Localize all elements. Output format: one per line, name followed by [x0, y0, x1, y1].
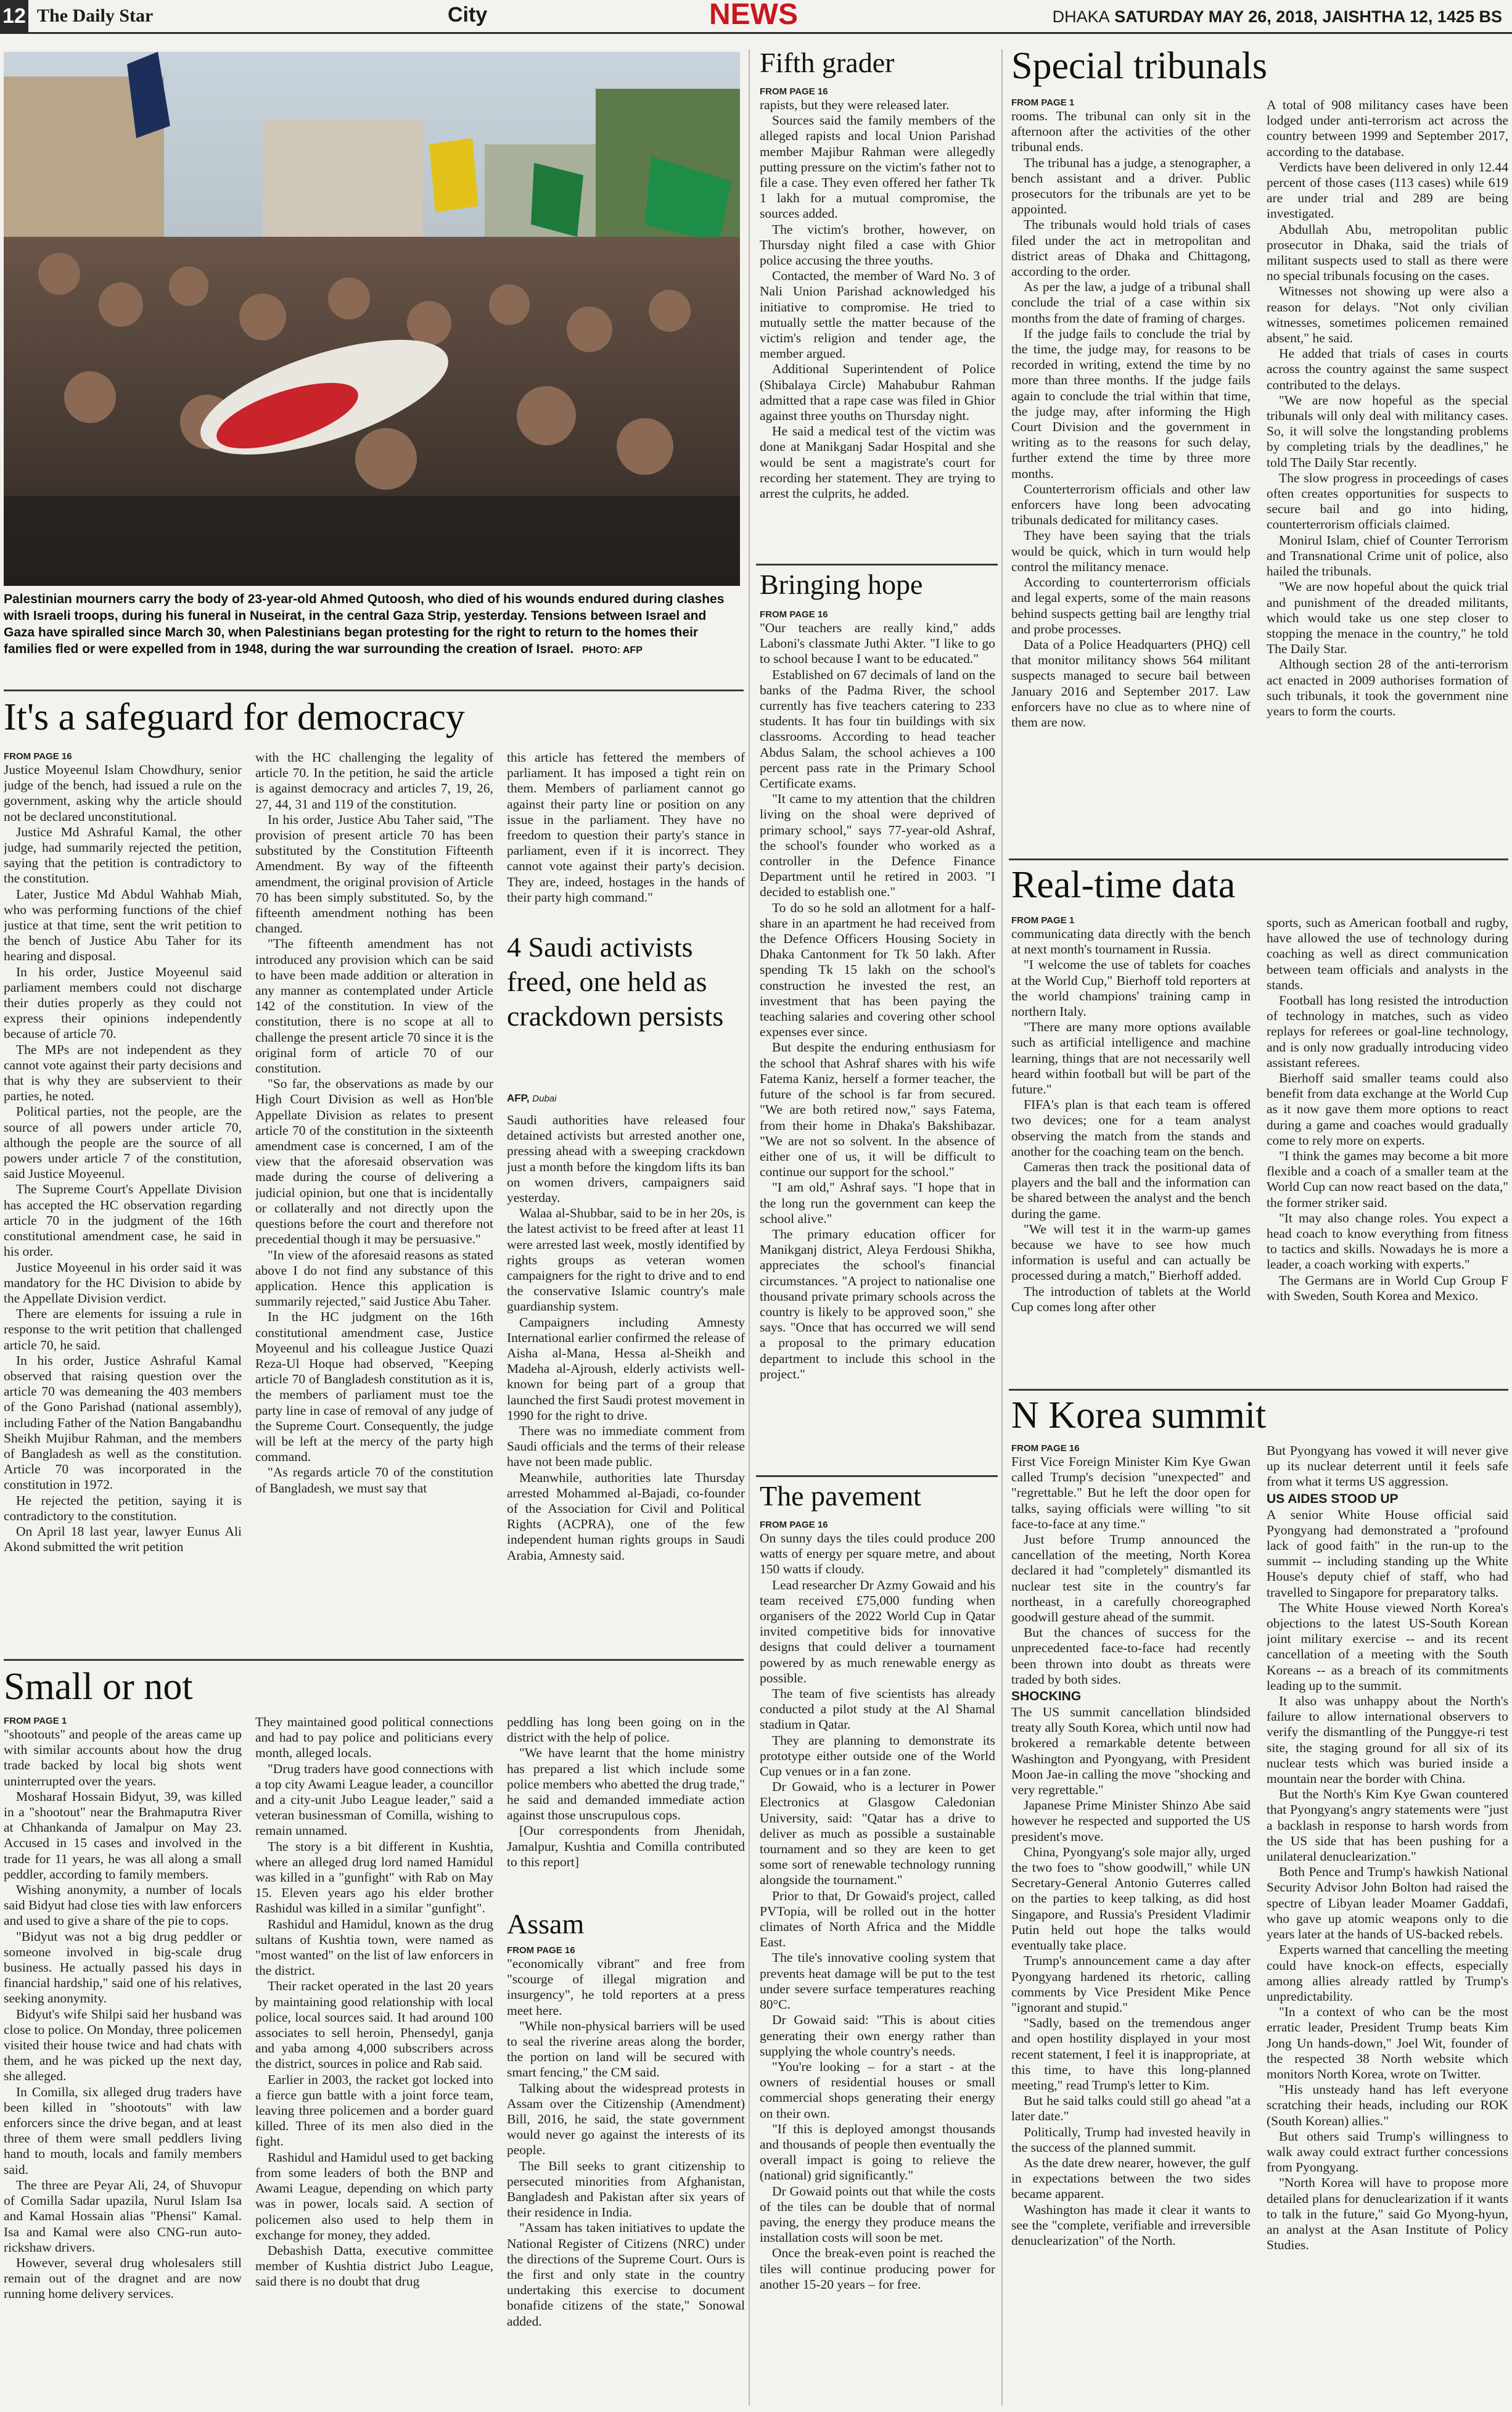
- paragraph: Politically, Trump had invested heavily in the success of the planned summit.: [1011, 2124, 1251, 2155]
- paragraph: Justice Md Ashraful Kamal, the other judge, had summarily rejected the petition, saying that the petition is contradictory to the constitution.: [4, 824, 242, 886]
- paragraph: But the North's Kim Kye Gwan countered that Pyongyang's angry statements were "just a backlash in response to harsh words from the US side that has been pushing for a unilateral denuclearization.": [1267, 1787, 1508, 1864]
- paragraph: Additional Superintendent of Police (Shibalaya Circle) Mahabubur Rahman admitted that a rape case was filed in Ghior against three youths on Thursday night.: [760, 361, 995, 424]
- paragraph: Monirul Islam, chief of Counter Terrorism and Transnational Crime unit of police, also hailed the tribunals.: [1267, 532, 1508, 579]
- realtime-col1-text: [1011, 926, 1251, 1315]
- small-col2-text: [255, 1714, 493, 2290]
- column-rule: [749, 49, 750, 2405]
- paragraph: "His unsteady hand has left everyone scratching their heads, including our ROK (South Korean) allies.": [1267, 2082, 1508, 2128]
- realtime-column-2: [1267, 915, 1508, 1384]
- paragraph: The slow progress in proceedings of cases often creates opportunities for suspects to secure bail and go into hiding, counterterrorism officials claimed.: [1267, 470, 1508, 532]
- paragraph: Sources said the family members of the alleged rapists and local Union Parishad member Majibur Rahman were allegedly putting pressure on the victim's father not to file a case. They even offered her father Tk 1 lakh for a mutual compromise, the sources added.: [760, 113, 995, 221]
- section-rule: [1009, 858, 1508, 860]
- fifth-text: [760, 97, 995, 501]
- paragraph: Campaigners including Amnesty International earlier confirmed the release of Aisha al-Mana, Hessa al-Sheikh and Madeha al-Ajroush, elderly activists well-known for being part of a group that launched the first Saudi protest movement in 1990 for the right to drive.: [507, 1314, 745, 1423]
- small-col3-text: [507, 1714, 745, 1870]
- paragraph: The tribunals would hold trials of cases filed under the act in metropolitan and district areas of Dhaka and Chittagong, according to the order.: [1011, 217, 1251, 279]
- paragraph: Although section 28 of the anti-terrorism act enacted in 2009 authorises formation of such tribunals, it took the government nine years to form the courts.: [1267, 657, 1508, 718]
- paragraph: Their racket operated in the last 20 years by maintaining good relationship with local police, local sources said. It had around 100 associates to sell heroin, Phensedyl, ganja and yaba among 4,000 subscribers across the district, sources in police and Rab said.: [255, 1978, 493, 2072]
- paragraph: But others said Trump's willingness to walk away could extract further concessions from Pyongyang.: [1267, 2128, 1508, 2175]
- paragraph: But Pyongyang has vowed it will never give up its nuclear deterrent until it feels safe from what it terms US aggression.: [1267, 1443, 1508, 1489]
- democracy-column-1: [4, 762, 242, 1652]
- paragraph: They maintained good political connections and had to pay police and politicians every month, alleged locals.: [255, 1714, 493, 1761]
- democracy-from: FROM PAGE 16: [4, 751, 72, 762]
- paragraph: In his order, Justice Abu Taher said, "The provision of present article 70 has been substituted by the Constitution Fifteenth Amendment. By way of the fifteenth amendment, the original provision of Article 70 has been simply substituted. So, by the fifteenth amendment nothing has been changed.: [255, 812, 493, 936]
- paragraph: According to counterterrorism officials and legal experts, some of the main reasons behind suspects getting bail are lengthy trial and probe processes.: [1011, 575, 1251, 636]
- paragraph: The victim's brother, however, on Thursday night filed a case with Ghior police accusing the three youths.: [760, 221, 995, 268]
- saudi-text: [507, 1113, 745, 1563]
- small-col1-text: [4, 1727, 242, 2302]
- saudi-headline: 4 Saudi activists freed, one held as crackdown persists: [507, 931, 724, 1032]
- paragraph: [Our correspondents from Jhenidah, Jamalpur, Kushtia and Comilla contributed to this report]: [507, 1823, 745, 1869]
- paragraph: "The fifteenth amendment has not introduced any provision which can be said to have been made addition or alteration in any manner as contemplated under Article 142 of the constitution. In view of the constitution, there is no scope at all to challenge the present article 70 since it is the original form of article 70 of our constitution.: [255, 936, 493, 1076]
- paragraph: "As regards article 70 of the constitution of Bangladesh, we must say that: [255, 1465, 493, 1496]
- realtime-col2-text: [1267, 915, 1508, 1304]
- saudi-byline: [507, 1092, 556, 1106]
- democracy-column-3: [507, 750, 745, 929]
- paragraph: Saudi authorities have released four detained activists but arrested another one, pressing ahead with a sweeping crackdown just a month before the kingdom lifts its ban on women drivers, campaigners said yesterday.: [507, 1113, 745, 1206]
- paragraph: "I am old," Ashraf says. "I hope that in the long run the government can keep the school alive.": [760, 1180, 995, 1226]
- paragraph: Mosharaf Hossain Bidyut, 39, was killed in a "shootout" near the Brahmaputra River at Chhankanda of Jamalpur on May 23. Accused in 15 cases and involved in the trade for 11 years, he was all along a small peddler, according to family members.: [4, 1788, 242, 1882]
- paragraph: On sunny days the tiles could produce 200 watts of energy per square metre, and about 150 watts if cloudy.: [760, 1531, 995, 1577]
- paragraph: Debashish Datta, executive committee member of Kushtia district Jubo League, said there is no doubt that drug: [255, 2242, 493, 2289]
- section-name: City: [448, 3, 488, 27]
- paragraph: "Bidyut was not a big drug peddler or someone involved in big-scale drug business. He actually passed his days in financial hardship," said one of his relatives, seeking anonymity.: [4, 1928, 242, 2006]
- paragraph: If the judge fails to conclude the trial by the time, the judge may, for reasons to be recorded in writing, extend the time by no more than three months. If the judge fails again to conclude the trial within that time, the judge may, after informing the High Court Division and the government in writing as to the reasons for such delay, further extend the time by three more months.: [1011, 326, 1251, 481]
- paragraph: Just before Trump announced the cancellation of the meeting, North Korea declared it had "completely" dismantled its nuclear test site in the country's far northeast, in a carefully choreographed goodwill gesture ahead of the summit.: [1011, 1532, 1251, 1625]
- democracy-col1-text: [4, 762, 242, 1555]
- korea-subhead-aides: US AIDES STOOD UP: [1267, 1491, 1399, 1506]
- small-column-2: [255, 1714, 493, 2405]
- paragraph: The three are Peyar Ali, 24, of Shuvopur of Comilla Sadar upazila, Nurul Islam Isa and Kamal Hossain alias "Phensi" Kamal. Isa and Kamal were also CNG-run auto-rickshaw drivers.: [4, 2177, 242, 2255]
- assam-from: FROM PAGE 16: [507, 1945, 575, 1956]
- paragraph: In the HC judgment on the 16th constitutional amendment case, Justice Moyeenul and his colleague Justice Quazi Reza-Ul Hoque had observed, "Keeping article 70 of Bangladesh constitution as it is, the members of parliament must toe the party line in case of removal of any judge of the Supreme Court. Consequently, the judge will be left at the mercy of the party high command.: [255, 1309, 493, 1465]
- assam-body: [507, 1956, 745, 2405]
- paragraph: "shootouts" and people of the areas came up with similar accounts about how the drug trade backed by local big shots went uninterrupted over the years.: [4, 1727, 242, 1788]
- paragraph: Abdullah Abu, metropolitan public prosecutor in Dhaka, said the trials of militant suspects used to stall as there were no special tribunals focusing on the cases.: [1267, 221, 1508, 284]
- paragraph: Lead researcher Dr Azmy Gowaid and his team received £75,000 funding when organisers of the 2022 World Cup in Qatar invited competitive bids for innovative designs that could deliver a tournament powered by as much renewable energy as possible.: [760, 1577, 995, 1686]
- paragraph: In his order, Justice Moyeenul said parliament members could not discharge their duties properly as they could not express their opinions independently because of article 70.: [4, 964, 242, 1042]
- paragraph: They have been saying that the trials would be quick, which in turn would help control the militancy menace.: [1011, 528, 1251, 574]
- paragraph: There was no immediate comment from Saudi officials and the terms of their release have not been made public.: [507, 1423, 745, 1470]
- paragraph: Dr Gowaid, who is a lecturer in Power Electronics at Glasgow Caledonian University, said: "Qatar has a drive to deliver as much as possible a sustainable tournament and so they are keen to get some sort of renewable technology running alongside the tournament.": [760, 1779, 995, 1888]
- section-rule: [4, 689, 744, 691]
- paragraph: The introduction of tablets at the World Cup comes long after other: [1011, 1283, 1251, 1314]
- paragraph: "You're looking – for a start - at the owners of residential houses or small commercial shops generating their energy on their own.: [760, 2059, 995, 2121]
- paragraph: The team of five scientists has already conducted a pilot study at the Al Shamal stadium in Qatar.: [760, 1686, 995, 1732]
- paragraph: "It came to my attention that the children living on the shoal were deprived of primary school," says 77-year-old Ashraf, the school's founder who worked as a controller in the Defence Finance Department until he retired in 2003. "I decided to establish one.": [760, 791, 995, 900]
- section-rule: [756, 1475, 998, 1477]
- hope-body: [760, 620, 995, 1474]
- fifth-from: FROM PAGE 16: [760, 86, 828, 97]
- paragraph: "We are now hopeful about the quick trial and punishment of the dreaded militants, which would take us one step closer to stopping the menace in the country," he told The Daily Star.: [1267, 579, 1508, 657]
- paragraph: Trump's announcement came a day after Pyongyang hardened its rhetoric, calling comments by Vice President Mike Pence "ignorant and stupid.": [1011, 1953, 1251, 2015]
- paragraph: Later, Justice Md Abdul Wahhab Miah, who was performing functions of the chief justice at that time, sent the writ petition to the bench of Justice Abu Taher for its hearing and disposal.: [4, 886, 242, 964]
- paragraph: "In a context of who can be the most erratic leader, President Trump beats Kim Jong Un hands-down," Joel Wit, founder of the respected 38 North website which monitors North Korea, wrote on Twitter.: [1267, 2004, 1508, 2081]
- paragraph: Walaa al-Shubbar, said to be in her 20s, is the latest activist to be freed after at least 11 were arrested last week, mostly identified by rights groups as veteran women campaigners for the right to drive and to end the conservative Islamic country's male guardianship system.: [507, 1206, 745, 1314]
- paragraph: It also was unhappy about the North's failure to allow international observers to verify the dismantling of the Punggye-ri test site, the staging ground for all six of its nuclear tests which was buried inside a mountain near the border with China.: [1267, 1694, 1508, 1787]
- paragraph: As per the law, a judge of a tribunal shall conclude the trial of a case within six months from the date of framing of charges.: [1011, 279, 1251, 326]
- paragraph: communicating data directly with the bench at next month's tournament in Russia.: [1011, 926, 1251, 957]
- small-column-3: [507, 1714, 745, 1906]
- masthead: [0, 0, 1512, 34]
- paragraph: But the chances of success for the unprecedented face-to-face had recently been thrown into doubt as threats were traded by both sides.: [1011, 1625, 1251, 1687]
- paragraph: "Assam has taken initiatives to update the National Register of Citizens (NRC) under the directions of the Supreme Court. Ours is the first and only state in the country undertaking this exercise to document bonafide citizens of the state," Sonowal added.: [507, 2220, 745, 2329]
- paragraph: Cameras then track the positional data of players and the ball and the information can be shared between the analyst and the bench during the game.: [1011, 1159, 1251, 1221]
- paragraph: Established on 67 decimals of land on the banks of the Padma River, the school currently has five teachers catering to 233 students. It has four tin buildings with six classrooms. According to head teacher Abdus Salam, the school achieves a 100 percent pass rate in the Primary School Certificate exams.: [760, 667, 995, 791]
- korea-col1-text: [1011, 1454, 1251, 1687]
- paragraph: Contacted, the member of Ward No. 3 of Nali Union Parishad acknowledged his initiative to compromise. He tried to mutually settle the matter because of the victim's religion and tender age, the member argued.: [760, 268, 995, 361]
- korea-subhead-shocking: SHOCKING: [1011, 1689, 1082, 1704]
- paragraph: Both Pence and Trump's hawkish National Security Advisor John Bolton had raised the spectre of Libyan leader Moamer Gaddafi, who gave up atomic weapons only to die years later at the hands of US-backed rebels.: [1267, 1864, 1508, 1942]
- realtime-from: FROM PAGE 1: [1011, 915, 1075, 926]
- assam-text: [507, 1956, 745, 2329]
- fifth-body: [760, 97, 995, 561]
- paragraph: The primary education officer for Manikganj district, Aleya Ferdousi Shikha, appreciates the school's financial circumstances. "A project to nationalise one thousand private primary schools across the country is likely to be approved soon," she says. "Once that has occurred we will send a proposal to the primary education department to include this school in the project.": [760, 1226, 995, 1381]
- paragraph: peddling has long been going on in the district with the help of police.: [507, 1714, 745, 1745]
- paragraph: Witnesses not showing up were also a reason for delays. "Not only civilian witnesses, sometimes policemen remained absent," he said.: [1267, 284, 1508, 346]
- tribunals-from: FROM PAGE 1: [1011, 97, 1075, 108]
- paragraph: with the HC challenging the legality of article 70. In the petition, he said the article is against democracy and articles 7, 19, 26, 27, 44, 31 and 119 of the constitution.: [255, 750, 493, 812]
- paragraph: He rejected the petition, saying it is contradictory to the constitution.: [4, 1492, 242, 1523]
- paragraph: Washington has made it clear it wants to see the "complete, verifiable and irreversible denuclearization" of the North.: [1011, 2202, 1251, 2248]
- pavement-from: FROM PAGE 16: [760, 1520, 828, 1530]
- section-rule: [756, 564, 998, 566]
- tribunals-column-1: [1011, 109, 1251, 854]
- paragraph: Verdicts have been delivered in only 12.44 percent of those cases (113 cases) while 619 are under trial and 289 are being investigated.: [1267, 159, 1508, 221]
- paragraph: China, Pyongyang's sole major ally, urged the two foes to "show goodwill," while UN Secretary-General Antonio Guterres called on the parties to keep talking, as did host Singapore, and Russia's President Vladimir Putin held out hope the talks would eventually take place.: [1011, 1844, 1251, 1953]
- paragraph: As the date drew nearer, however, the gulf in expectations between the two sides became apparent.: [1011, 2155, 1251, 2202]
- paragraph: In his order, Justice Ashraful Kamal observed that raising question over the article 70 was demeaning the 403 members of the Gono Parishad (national assembly), including Father of the Nation Bangabandhu Sheikh Mujibur Rahman, and the members of Bangladesh as well as the constitution. Article 70 was incorporated in the constitution in 1972.: [4, 1352, 242, 1492]
- korea-headline: N Korea summit: [1011, 1394, 1267, 1436]
- paragraph: "I think the games may become a bit more flexible and a coach of a smaller team at the World Cup can now react based on the data," the former striker said.: [1267, 1148, 1508, 1210]
- paragraph: Political parties, not the people, are the source of all powers under article 70, although the people are the source of all powers under article 7 of the constitution, said Justice Moyeenul.: [4, 1104, 242, 1182]
- korea-col2a-text: [1267, 1443, 1508, 1490]
- paragraph: "If this is deployed amongst thousands and thousands of people then eventually the overall impact is going to relieve the (national) grid significantly.": [760, 2121, 995, 2183]
- paragraph: Talking about the widespread protests in Assam over the Citizenship (Amendment) Bill, 2016, he said, the state government would never go against the interests of its people.: [507, 2080, 745, 2158]
- paragraph: "We will test it in the warm-up games because we have to see how much information is useful and can actually be processed during a match," Bierhoff added.: [1011, 1221, 1251, 1283]
- paragraph: "It may also change roles. You expect a head coach to know everything from fitness to tactics and skills. Nowadays he is more a leader, a coach working with experts.": [1267, 1210, 1508, 1272]
- section-rule: [1009, 1389, 1508, 1391]
- funeral-photo-illustration: [4, 52, 740, 586]
- paragraph: "economically vibrant" and free from "scourge of illegal migration and insurgency", he told reporters at a press meet here.: [507, 1956, 745, 2018]
- paragraph: Dr Gowaid said: "This is about cities generating their own energy rather than supplying the whole country's needs.: [760, 2012, 995, 2059]
- paragraph: Justice Moyeenul Islam Chowdhury, senior judge of the bench, had issued a rule on the government, asking why the article should not be declared unconstitutional.: [4, 762, 242, 824]
- paragraph: "Sadly, based on the tremendous anger and open hostility displayed in your most recent statement, I feel it is inappropriate, at this time, to have this long-planned meeting," read Trump's letter to Kim.: [1011, 2015, 1251, 2093]
- paragraph: The Germans are in World Cup Group F with Sweden, South Korea and Mexico.: [1267, 1272, 1508, 1303]
- pavement-body: [760, 1531, 995, 2405]
- paragraph: The tribunal has a judge, a stenographer, a bench assistant and a driver. Public prosecutors for the tribunals are yet to be appointed.: [1011, 155, 1251, 217]
- paragraph: Experts warned that cancelling the meeting could have knock-on effects, especially among allies already rattled by Trump's unpredictability.: [1267, 1942, 1508, 2004]
- paragraph: The US summit cancellation blindsided treaty ally South Korea, which until now had brokered a remarkable detente between Washington and Pyongyang, with President Moon Jae-in calling the move "shocking and very regrettable.": [1011, 1705, 1251, 1798]
- paragraph: "In view of the aforesaid reasons as stated above I do not find any substance of this application. Hence this application is summarily rejected," said Justice Abu Taher.: [255, 1247, 493, 1309]
- paragraph: "So far, the observations as made by our High Court Division as well as Hon'ble Appellate Division as relates to present article 70 of the constitution in the sixteenth amendment case is concerned, I am of the view that the aforesaid observation was made during the course of delivering a judicial opinion, but one that is incidentally or collaterally and not directly upon the questions before the court and therefore not precedential though it may be persuasive.": [255, 1076, 493, 1247]
- paragraph: "While non-physical barriers will be used to seal the riverine areas along the border, the portion on land will be secured with smart fencing," the CM said.: [507, 2018, 745, 2080]
- paragraph: A senior White House official said Pyongyang had demonstrated a "profound lack of good faith" in the run-up to the summit -- including standing up the White House's deputy chief of staff, who had travelled to Singapore for preparatory talks.: [1267, 1507, 1508, 1600]
- tribunals-col2-text: [1267, 97, 1508, 719]
- paragraph: "Drug traders have good connections with a top city Awami League leader, a councillor and a city-unit Jubo League leader," said a veteran businessman of Comilla, wishing to remain unnamed.: [255, 1761, 493, 1838]
- korea-col2b-text: [1267, 1507, 1508, 2254]
- paragraph: The Bill seeks to grant citizenship to persecuted minorities from Afghanistan, Bangladesh and Pakistan after six years of their residence in India.: [507, 2158, 745, 2220]
- paragraph: On April 18 last year, lawyer Eunus Ali Akond submitted the writ petition: [4, 1523, 242, 1555]
- paragraph: The tile's innovative cooling system that prevents heat damage will be put to the test under severe surface temperatures reaching 80°C.: [760, 1950, 995, 2012]
- realtime-column-1: [1011, 926, 1251, 1384]
- paragraph: sports, such as American football and rugby, have allowed the use of technology during coaching as well as direct communication between team officials and analysts in the stands.: [1267, 915, 1508, 992]
- paragraph: Data of a Police Headquarters (PHQ) cell that monitor militancy shows 564 militant suspects managed to secure bail between January 2016 and September 2017. Law enforcers have no clue as to where nine of them are now.: [1011, 636, 1251, 730]
- paragraph: "Our teachers are really kind," adds Laboni's classmate Juthi Akter. "I like to go to school because I want to be educated.": [760, 620, 995, 667]
- news-photo: [4, 52, 740, 586]
- democracy-col2-text: [255, 750, 493, 1496]
- fifth-headline: Fifth grader: [760, 47, 895, 78]
- hope-from: FROM PAGE 16: [760, 609, 828, 620]
- assam-headline: Assam: [507, 1908, 585, 1940]
- saudi-dateline: Dubai: [532, 1093, 557, 1104]
- democracy-column-2: [255, 750, 493, 1652]
- paragraph: But despite the enduring enthusiasm for the school that Ashraf shares with his wife Fatema Kaniz, herself a former teacher, the future of the school is far from secured. "We are both retired now," says Fatema, from their home in Dhaka's Bakshibazar. "We are not so solvent. In the absence of either one of us, it will be difficult to continue our support for the school.": [760, 1040, 995, 1180]
- paragraph: this article has fettered the members of parliament. It has imposed a tight rein on them. Members of parliament cannot go against their party line or position on any issue in the parliament. They have no freedom to question their party's stance in parliament, even if it is incorrect. They cannot vote against their party's decision. They are, indeed, hostages in the hands of their party high command.": [507, 750, 745, 905]
- paragraph: Prior to that, Dr Gowaid's project, called PVTopia, will be rolled out in the hotter climates of North Africa and the Middle East.: [760, 1888, 995, 1950]
- paragraph: The White House viewed North Korea's objections to the latest US-South Korean joint military exercise -- and its recent cancellation of a meeting with the South Koreans -- as a breach of its commitments leading up to the summit.: [1267, 1600, 1508, 1693]
- small-from: FROM PAGE 1: [4, 1716, 67, 1726]
- paragraph: Once the break-even point is reached the tiles will continue producing power for another 15-20 years – for free.: [760, 2245, 995, 2292]
- section-rule: [4, 1659, 744, 1661]
- paragraph: Japanese Prime Minister Shinzo Abe said however he respected and supported the US president's move.: [1011, 1798, 1251, 1844]
- photo-caption: [4, 591, 740, 659]
- paragraph: "We are now hopeful as the special tribunals will only deal with militancy cases. So, it will solve the longstanding problems by completing trials by the deadlines," he told The Daily Star recently.: [1267, 392, 1508, 470]
- paragraph: FIFA's plan is that each team is offered two devices; one for a team analyst observing the match from the stands and another for the coaching team on the bench.: [1011, 1097, 1251, 1159]
- paragraph: Earlier in 2003, the racket got locked into a fierce gun battle with a joint force team, leaving three policemen and a border guard killed. Three of its men also died in the fight.: [255, 2072, 493, 2149]
- paragraph: A total of 908 militancy cases have been lodged under anti-terrorism act across the country between 1999 and September 2017, according to the database.: [1267, 97, 1508, 159]
- tribunals-col1-text: [1011, 109, 1251, 730]
- paragraph: The Supreme Court's Appellate Division has accepted the HC observation regarding article 70 in the judgment of the 16th constitutional amendment case, he said in his order.: [4, 1182, 242, 1259]
- paragraph: Bierhoff said smaller teams could also benefit from data exchange at the World Cup as it now gave them more options to react during a game and coaches would gradually come to rely more on experts.: [1267, 1071, 1508, 1148]
- paragraph: Justice Moyeenul in his order said it was mandatory for the HC Division to abide by the Appellate Division verdict.: [4, 1259, 242, 1306]
- paragraph: "There are many more options available such as artificial intelligence and machine learning, things that are not necessarily well heard within football but will be part of the future.": [1011, 1019, 1251, 1097]
- pavement-text: [760, 1531, 995, 2292]
- paragraph: There are elements for issuing a rule in response to the writ petition that challenged article 70, he said.: [4, 1306, 242, 1352]
- page-number: 12: [0, 0, 28, 32]
- korea-from: FROM PAGE 16: [1011, 1443, 1080, 1454]
- column-rule: [1001, 49, 1003, 2405]
- paragraph: Rashidul and Hamidul, known as the drug sultans of Kushtia town, were named as "most wanted" on the list of law enforcers in the district.: [255, 1916, 493, 1978]
- korea-column-1: [1011, 1454, 1251, 2405]
- paragraph: Meanwhile, authorities late Thursday arrested Mohammed al-Bajadi, co-founder of the Association for Civil and Political Rights (ACPRA), one of the few independent human rights groups in Saudi Arabia, Amnesty said.: [507, 1470, 745, 1563]
- paragraph: However, several drug wholesalers still remain out of the dragnet and are now running home delivery services.: [4, 2255, 242, 2302]
- korea-col1b-text: [1011, 1705, 1251, 2249]
- democracy-headline: It's a safeguard for democracy: [4, 696, 465, 738]
- caption-text: Palestinian mourners carry the body of 23-year-old Ahmed Qutoosh, who died of his wounds endured during clashes with Israeli troops, during his funeral in Nuseirat, in the central Gaza Strip, yesterday. Tensions between Israel and Gaza have spiralled since March 30, when Palestinians began protesting for the right to return to the homes their families fled or were expelled from in 1948, during the war surrounding the creation of Israel.: [4, 592, 725, 656]
- korea-column-2: [1267, 1443, 1508, 2405]
- date-prefix: DHAKA: [1052, 7, 1110, 26]
- paragraph: The story is a bit different in Kushtia, where an alleged drug lord named Hamidul was killed in a "gunfight" with Rab on May 15. Eleven years ago his elder brother Rashidul was killed in a similar "gunfight".: [255, 1838, 493, 1916]
- paper-name: The Daily Star: [37, 6, 154, 26]
- paragraph: The MPs are not independent as they cannot vote against their party decisions and that is why they are subservient to their parties, he noted.: [4, 1042, 242, 1104]
- issue-date: [1053, 4, 1502, 30]
- tribunals-column-2: [1267, 97, 1508, 854]
- tribunals-headline: Special tribunals: [1011, 45, 1267, 87]
- democracy-col3-text: [507, 750, 745, 905]
- paragraph: But he said talks could still go ahead "at a later date.": [1011, 2093, 1251, 2124]
- hope-headline: Bringing hope: [760, 569, 923, 600]
- photo-credit: PHOTO: AFP: [582, 645, 643, 656]
- date-text: SATURDAY MAY 26, 2018, JAISHTHA 12, 1425 BS: [1114, 7, 1502, 26]
- paragraph: First Vice Foreign Minister Kim Kye Gwan called Trump's decision "unexpected" and "regrettable." But he left the door open for talks, saying officials were willing "to sit face-to-face at any time.": [1011, 1454, 1251, 1531]
- paragraph: They are planning to demonstrate its prototype either outside one of the World Cup venues or in a fan zone.: [760, 1732, 995, 1779]
- paragraph: "I welcome the use of tablets for coaches at the World Cup," Bierhoff told reporters at the world champions' training camp in northern Italy.: [1011, 957, 1251, 1019]
- saudi-agency: AFP,: [507, 1092, 530, 1104]
- paragraph: rapists, but they were released later.: [760, 97, 950, 112]
- hope-text: [760, 620, 995, 1382]
- saudi-body: [507, 1113, 745, 1652]
- paragraph: He said a medical test of the victim was done at Manikganj Sadar Hospital and she would be sent a magistrate's court for recording her statement. They are trying to arrest the culprits, he added.: [760, 424, 995, 501]
- paragraph: In Comilla, six alleged drug traders have been killed in "shootouts" with law enforcers since the drive began, and at least three of them were small peddlers living hand to mouth, locals and family members said.: [4, 2084, 242, 2177]
- paragraph: Rashidul and Hamidul used to get backing from some leaders of both the BNP and Awami League, depending on which party was in power, locals said. A section of policemen also used to help them in exchange for money, they added.: [255, 2149, 493, 2242]
- small-headline: Small or not: [4, 1666, 193, 1708]
- paragraph: Football has long resisted the introduction of technology in matches, such as video replays for referees or goal-line technology, and is only now gradually introducing video assistant referees.: [1267, 993, 1508, 1070]
- paragraph: rooms. The tribunal can only sit in the afternoon after the activities of the other tribunal ends.: [1011, 109, 1251, 155]
- paragraph: "We have learnt that the home ministry has prepared a list which include some police members who abetted the drug trade," he said and demanded immediate action against those unscrupulous cops.: [507, 1745, 745, 1823]
- pavement-headline: The pavement: [760, 1480, 921, 1512]
- paragraph: Dr Gowaid points out that while the costs of the tiles can be double that of normal paving, the energy they produce means the installation costs will soon be met.: [760, 2183, 995, 2245]
- news-label: NEWS: [709, 0, 798, 31]
- paragraph: Counterterrorism officials and other law enforcers have long been advocating tribunals dedicated for militancy cases.: [1011, 481, 1251, 528]
- paragraph: Bidyut's wife Shilpi said her husband was close to police. On Monday, three policemen visited their house twice and had chats with them, and he was picked up the next day, she alleged.: [4, 2006, 242, 2084]
- paragraph: Wishing anonymity, a number of locals said Bidyut had close ties with law enforcers and used to give a share of the pie to cops.: [4, 1882, 242, 1928]
- small-column-1: [4, 1727, 242, 2405]
- paragraph: He added that trials of cases in courts across the country against the same suspect contributed to the delays.: [1267, 346, 1508, 392]
- paragraph: "North Korea will have to propose more detailed plans for denuclearization if it wants to talk in the future," said Go Myong-hyun, an analyst at the Asan Institute of Policy Studies.: [1267, 2175, 1508, 2253]
- realtime-headline: Real-time data: [1011, 864, 1236, 906]
- paragraph: To do so he sold an allotment for a half-share in an apartment he had received from the Defence Officers Housing Society in Dhaka Cantonment for Tk 50 lakh. After spending Tk 15 lakh on the school's construction he invested the rest, an investment that has been paying the teaching salaries and covering other school expenses ever since.: [760, 900, 995, 1040]
